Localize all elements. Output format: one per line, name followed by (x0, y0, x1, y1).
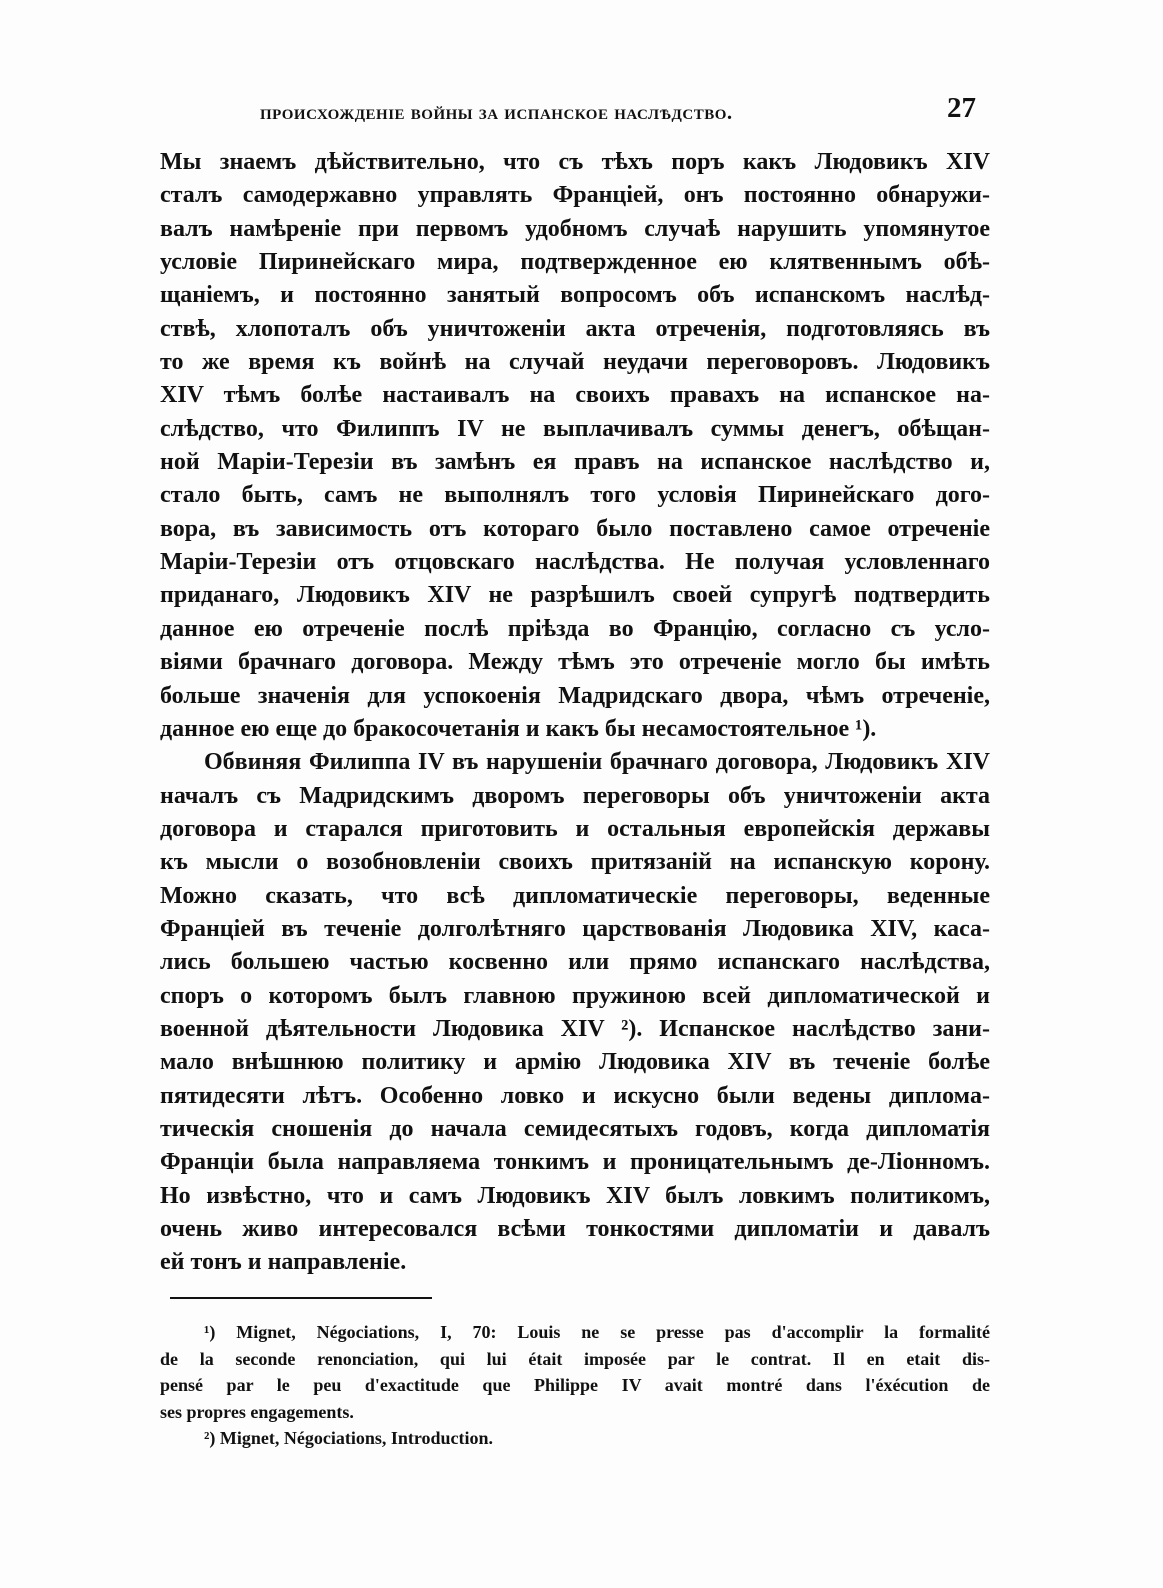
body-line: XIV тѣмъ болѣе настаивалъ на своихъ правахъ на испанское на- (160, 382, 990, 409)
body-line: условіе Пиринейскаго мира, подтвержденное ею клятвеннымъ обѣ- (160, 249, 990, 276)
body-line: къ мысли о возобновленіи своихъ притязаній на испанскую корону. (160, 849, 990, 876)
body-line: Мы знаемъ дѣйствительно, что съ тѣхъ поръ какъ Людовикъ XIV (160, 149, 990, 175)
body-line: очень живо интересовался всѣми тонкостями дипломатіи и давалъ (160, 1216, 990, 1242)
body-line: сталъ самодержавно управлять Франціей, онъ постоянно обнаружи- (160, 182, 990, 209)
footnote-line: ²) Mignet, Négociations, Introduction. (204, 1428, 494, 1448)
body-line: щаніемъ, и постоянно занятый вопросомъ объ испанскомъ наслѣд- (160, 282, 990, 309)
body-line: приданаго, Людовикъ XIV не разрѣшилъ своей супругѣ подтвердить (160, 582, 990, 609)
body-text (160, 146, 990, 1280)
footnotes (160, 1319, 990, 1452)
body-line: Франціей въ теченіе долголѣтняго царствованія Людовика XIV, каса- (160, 915, 990, 942)
body-line: пятидесяти лѣтъ. Особенно ловко и искусно были ведены дипломa- (160, 1082, 990, 1109)
body-line: ствѣ, хлопоталъ объ уничтоженіи акта отреченія, подготовляясь въ (160, 315, 990, 342)
body-line: споръ о которомъ былъ главною пружиною всей дипломатической и (160, 982, 990, 1009)
body-line: валъ намѣреніе при первомъ удобномъ случаѣ нарушить упомянутое (160, 215, 990, 242)
page-number: 27 (947, 92, 976, 124)
body-line: ей тонъ и направленіе. (160, 1249, 407, 1276)
footnote-rule (170, 1297, 432, 1299)
body-line: больше значенія для успокоенія Мадридскаго двора, чѣмъ отреченіе, (160, 682, 990, 709)
body-line: мало внѣшнюю политику и армію Людовика XIV въ теченіе болѣе (160, 1049, 990, 1076)
body-line: Можно сказать, что всѣ дипломатическіе переговоры, веденные (160, 882, 990, 909)
body-line: вора, въ зависимость отъ котораго было поставлено самое отреченіе (160, 515, 990, 542)
body-line: слѣдство, что Филиппъ IV не выплачивалъ суммы денегъ, обѣщан- (160, 415, 990, 442)
body-line: началъ съ Мадридскимъ дворомъ переговоры объ уничтоженіи акта (160, 782, 990, 809)
body-line: Франціи была направляема тонкимъ и проницательнымъ де-Ліонномъ. (160, 1149, 990, 1176)
body-line: лись большею частью косвенно или прямо испанскаго наслѣдства, (160, 949, 990, 976)
body-line: Маріи-Терезіи отъ отцовскаго наслѣдства. Не получая условленнаго (160, 549, 990, 576)
body-line: договора и старался приготовить и остальныя европейскія державы (160, 815, 990, 842)
body-line-paragraph-start: Обвиняя Филиппа IV въ нарушеніи брачнаго договора, Людовикъ XIV (204, 749, 990, 776)
body-line: данное ею отреченіе послѣ пріѣзда во Францію, согласно съ усло- (160, 615, 990, 642)
body-line: віями брачнаго договора. Между тѣмъ это отреченіе могло бы имѣть (160, 649, 990, 676)
footnote-line: pensé par le peu d'exactitude que Philippe IV avait montré dans l'éxécution de (160, 1375, 990, 1395)
body-line: военной дѣятельности Людовика XIV ²). Испанское наслѣдство зани- (160, 1015, 990, 1042)
footnote-line: ¹) Mignet, Négociations, I, 70: Louis ne se presse pas d'accomplir la formalité (204, 1322, 990, 1342)
footnote-line: de la seconde renonciation, qui lui était imposée par le contrat. Il en etait dis- (160, 1348, 990, 1369)
body-line: то же время къ войнѣ на случай неудачи переговоровъ. Людовикъ (160, 349, 990, 376)
body-line: данное ею еще до бракосочетанія и какъ бы несамостоятельное ¹). (160, 715, 877, 742)
body-line: тическія сношенія до начала семидесятыхъ годовъ, когда дипломатія (160, 1115, 990, 1142)
running-head (160, 92, 990, 132)
body-line: Но извѣстно, что и самъ Людовикъ XIV былъ ловкимъ политикомъ, (160, 1182, 990, 1209)
footnote-line: ses propres engagements. (160, 1401, 354, 1422)
running-title: происхожденіе войны за испанское наслѣдство. (260, 100, 733, 124)
body-line: ной Маріи-Терезіи въ замѣнъ ея правъ на испанское наслѣдство и, (160, 449, 990, 476)
body-line: стало быть, самъ не выполнялъ того условія Пиринейскаго дого- (160, 482, 990, 509)
